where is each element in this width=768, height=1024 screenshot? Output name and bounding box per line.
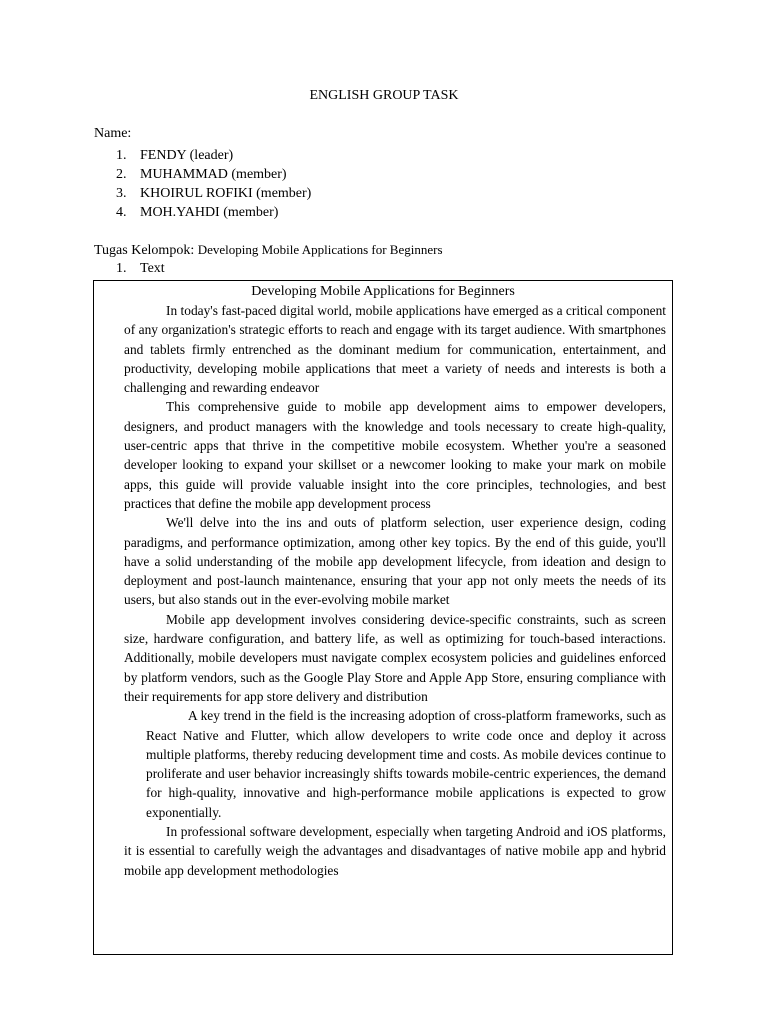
list-number: 1. — [116, 261, 127, 276]
list-item — [116, 146, 311, 165]
list-item — [116, 203, 311, 222]
article-paragraph: Mobile app development involves considering device-specific constraints, such as screen size, hardware configuration, and battery life, as well as optimizing for touch-based interactions. Additionally, mobile developers must navigate complex ecosystem policies and guidelines enforced by platform vendors, such as the Google Play Store and Apple App Store, ensuring compliance with their requirements for app store delivery and distribution — [124, 611, 666, 704]
task-line — [94, 242, 443, 259]
list-number: 3. — [116, 186, 127, 201]
member-name: MOH.YAHDI (member) — [140, 205, 279, 220]
member-name: FENDY (leader) — [140, 148, 234, 163]
article-box — [93, 280, 673, 955]
list-item — [116, 184, 311, 203]
list-number: 1. — [116, 148, 127, 163]
article-title: Developing Mobile Applications for Beginners — [251, 284, 515, 299]
article-paragraph: In today's fast-paced digital world, mobile applications have emerged as a critical component of any organization's strategic efforts to reach and engage with its target audience. With smartphones and tablets firmly entrenched as the dominant medium for communication, entertainment, and productivity, developing mobile applications that meet a variety of needs and interests is both a challenging and rewarding endeavor — [124, 303, 666, 396]
article-paragraph: In professional software development, especially when targeting Android and iOS platforms, it is essential to carefully weigh the advantages and disadvantages of native mobile app and hybrid mobile app development methodologies — [124, 824, 666, 878]
task-value: Developing Mobile Applications for Beginners — [197, 242, 443, 257]
member-list — [116, 146, 311, 222]
sub-item-label: Text — [140, 261, 165, 276]
list-item — [116, 165, 311, 184]
list-number: 2. — [116, 167, 127, 182]
name-label: Name: — [94, 126, 132, 141]
member-name: KHOIRUL ROFIKI (member) — [140, 186, 312, 201]
list-number: 4. — [116, 205, 127, 220]
article-paragraph: This comprehensive guide to mobile app development aims to empower developers, designers, and product managers with the knowledge and tools necessary to create high-quality, user-centric apps that thrive in the competitive mobile ecosystem. Whether you're a seasoned developer looking to expand your skillset or a newcomer looking to make your mark on mobile apps, this guide will provide valuable insight into the core principles, technologies, and best practices that define the mobile app development process — [124, 399, 666, 511]
article-paragraph: We'll delve into the ins and outs of platform selection, user experience design, coding paradigms, and performance optimization, among other key topics. By the end of this guide, you'll have a solid understanding of the mobile app development lifecycle, from ideation and design to deployment and post-launch maintenance, ensuring that your app not only meets the needs of its users, but also stands out in the ever-evolving mobile market — [124, 515, 666, 608]
member-name: MUHAMMAD (member) — [140, 167, 287, 182]
article-paragraph: A key trend in the field is the increasing adoption of cross-platform frameworks, such as React Native and Flutter, which allow developers to write code once and deploy it across multiple platforms, thereby reducing development time and costs. As mobile devices continue to proliferate and user behavior increasingly shifts towards mobile-centric experiences, the demand for high-quality, innovative and high-performance mobile applications is expected to grow exponentially. — [146, 708, 666, 820]
sub-list-item — [116, 261, 165, 277]
task-label: Tugas Kelompok: — [94, 243, 198, 258]
document-title: ENGLISH GROUP TASK — [309, 88, 459, 103]
